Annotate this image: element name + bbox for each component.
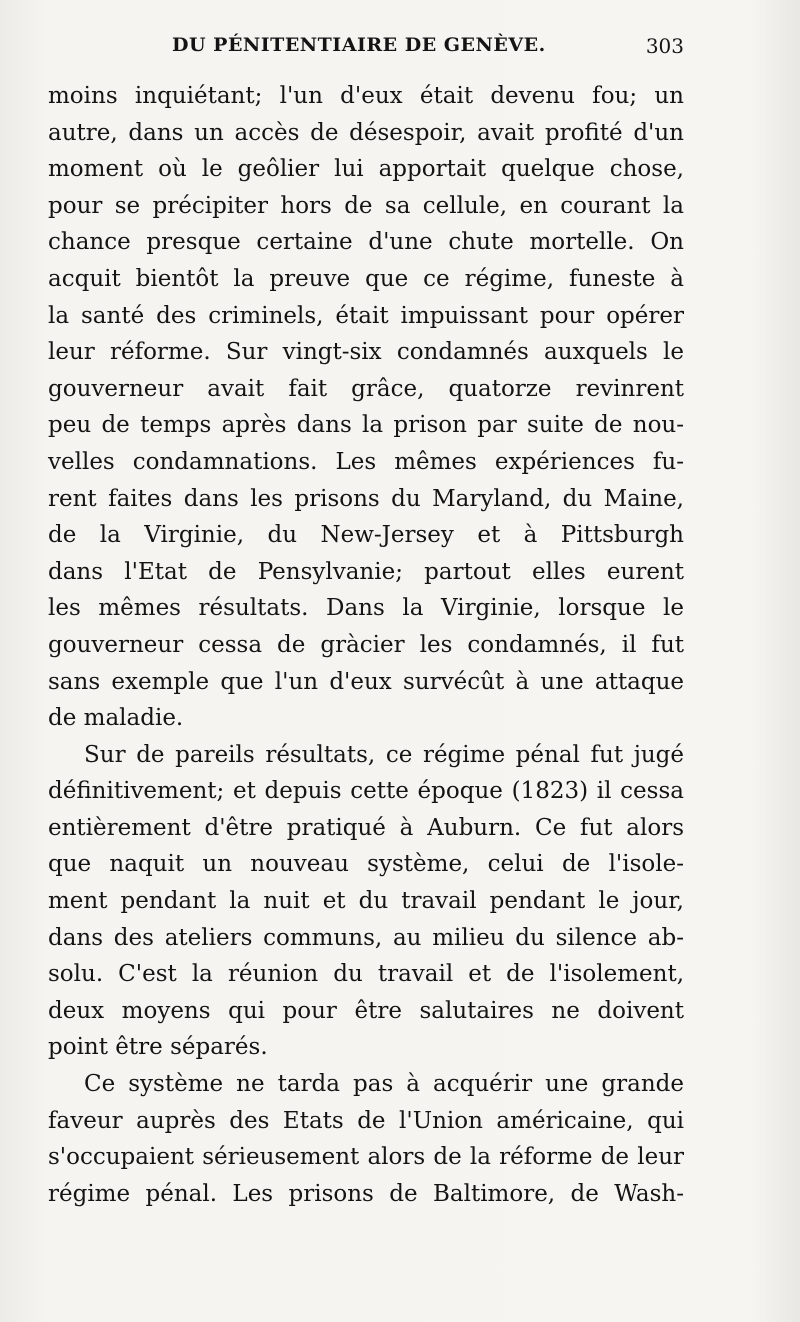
text-line: point être séparés. bbox=[48, 1034, 268, 1061]
text-line: Ce système ne tarda pas à acquérir une grande bbox=[84, 1071, 684, 1098]
text-line: de la Virginie, du New-Jersey et à Pittsburgh bbox=[48, 522, 684, 549]
text-line: velles condamnations. Les mêmes expériences fu- bbox=[48, 448, 684, 475]
text-line: gouverneur cessa de gràcier les condamnés, il fut bbox=[48, 631, 684, 658]
text-line: régime pénal. Les prisons de Baltimore, de Wash- bbox=[48, 1180, 684, 1207]
text-line: pour se précipiter hors de sa cellule, en courant la bbox=[48, 192, 684, 219]
text-line: Sur de pareils résultats, ce régime pénal fut jugé bbox=[84, 741, 684, 768]
text-line: la santé des criminels, était impuissant pour opérer bbox=[48, 302, 684, 329]
page-header bbox=[48, 30, 684, 64]
body-text bbox=[48, 78, 684, 1212]
text-line: rent faites dans les prisons du Maryland, du Maine, bbox=[48, 485, 684, 512]
text-line: entièrement d'être pratiqué à Auburn. Ce fut alors bbox=[48, 814, 684, 841]
text-line: moins inquiétant; l'un d'eux était devenu fou; un bbox=[48, 83, 684, 109]
text-line: définitivement; et depuis cette époque (1823) il cessa bbox=[48, 778, 684, 805]
text-line: leur réforme. Sur vingt-six condamnés auxquels le bbox=[48, 339, 684, 366]
running-title: DU PÉNITENTIAIRE DE GENÈVE. bbox=[172, 34, 546, 56]
text-line: sans exemple que l'un d'eux survécût à une attaque bbox=[48, 668, 684, 695]
text-line: deux moyens qui pour être salutaires ne doivent bbox=[48, 997, 684, 1024]
text-line: solu. C'est la réunion du travail et de l'isolement, bbox=[48, 961, 684, 988]
text-line: autre, dans un accès de désespoir, avait profité d'un bbox=[48, 119, 684, 146]
text-line: que naquit un nouveau système, celui de l'isole- bbox=[48, 851, 684, 878]
text-line: peu de temps après dans la prison par suite de nou- bbox=[48, 412, 684, 439]
text-line: de maladie. bbox=[48, 705, 184, 732]
text-line: gouverneur avait fait grâce, quatorze revinrent bbox=[48, 375, 684, 402]
text-line: faveur auprès des Etats de l'Union américaine, qui bbox=[48, 1107, 684, 1134]
text-line: chance presque certaine d'une chute mortelle. On bbox=[48, 229, 684, 256]
page-number: 303 bbox=[645, 34, 684, 58]
text-line: ment pendant la nuit et du travail pendant le jour, bbox=[48, 888, 684, 915]
text-line: dans l'Etat de Pensylvanie; partout elles eurent bbox=[48, 558, 684, 585]
text-line: dans des ateliers communs, au milieu du silence ab- bbox=[48, 924, 684, 951]
text-line: acquit bientôt la preuve que ce régime, funeste à bbox=[48, 265, 684, 292]
text-line: les mêmes résultats. Dans la Virginie, lorsque le bbox=[48, 595, 684, 622]
text-line: moment où le geôlier lui apportait quelque chose, bbox=[48, 156, 684, 183]
text-line: s'occupaient sérieusement alors de la réforme de leur bbox=[48, 1144, 684, 1171]
